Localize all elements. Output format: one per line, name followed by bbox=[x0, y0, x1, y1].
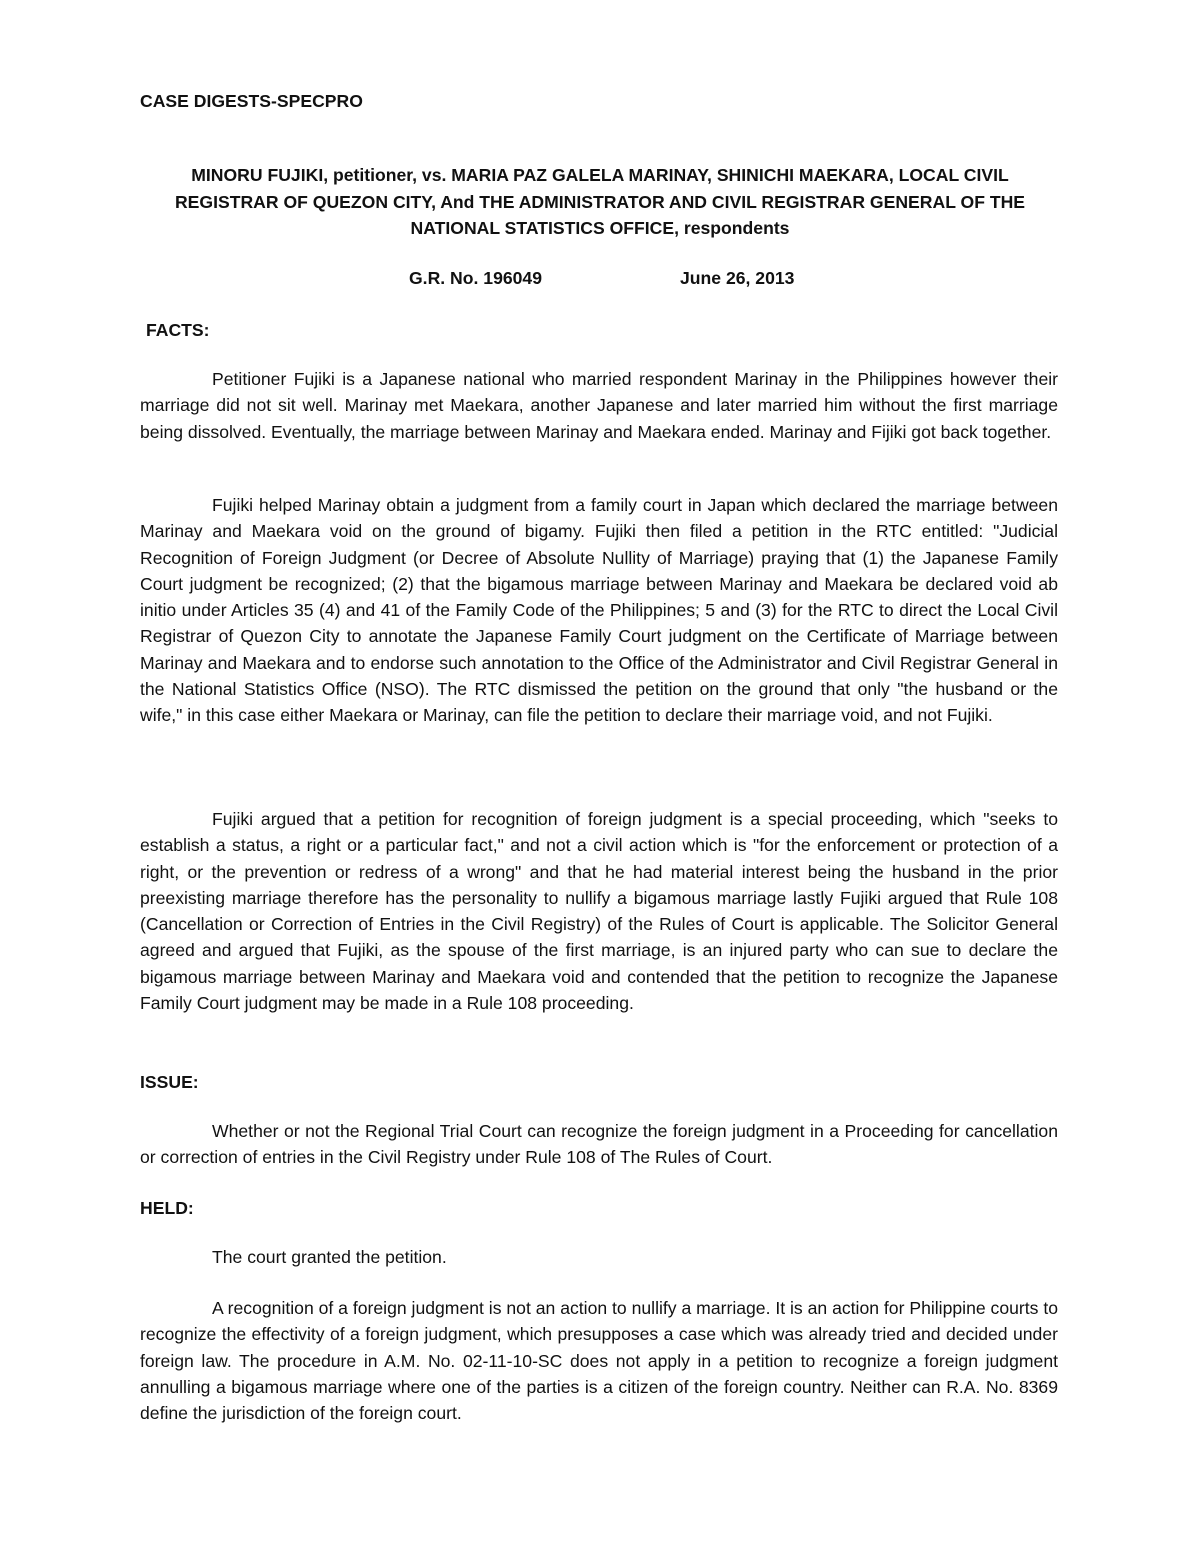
facts-paragraph-1: Petitioner Fujiki is a Japanese national who married respondent Marinay in the Philippines however their marriage did not sit well. Marinay met Maekara, another Japanese and later married him without the first marriage being dissolved. Eventually, the marriage between Marinay and Maekara ended. Marinay and Fijiki got back together. bbox=[140, 369, 1058, 442]
document-header: CASE DIGESTS-SPECPRO bbox=[140, 91, 363, 111]
held-heading: HELD: bbox=[140, 1198, 194, 1218]
held-paragraph-1: The court granted the petition. bbox=[212, 1247, 447, 1267]
issue-heading: ISSUE: bbox=[140, 1072, 199, 1092]
case-title: MINORU FUJIKI, petitioner, vs. MARIA PAZ GALELA MARINAY, SHINICHI MAEKARA, LOCAL CIVIL REGISTRAR OF QUEZON CITY, And THE ADMINISTRATOR AND CIVIL REGISTRAR GENERAL OF THE NATIONAL STATISTICS OFFICE, respondents bbox=[174, 165, 1026, 238]
decision-date: June 26, 2013 bbox=[680, 268, 795, 288]
facts-paragraph-3: Fujiki argued that a petition for recognition of foreign judgment is a special proceeding, which "seeks to establish a status, a right or a particular fact," and not a civil action which is "for the enforcement or protection of a right, or the prevention or redress of a wrong" and that he had material interest being the husband in the prior preexisting marriage therefore has the personality to nullify a bigamous marriage lastly Fujiki argued that Rule 108 (Cancellation or Correction of Entries in the Civil Registry) of the Rules of Court is applicable. The Solicitor General agreed and argued that Fujiki, as the spouse of the first marriage, is an injured party who can sue to declare the bigamous marriage between Marinay and Maekara void and contended that the petition to recognize the Japanese Family Court judgment may be made in a Rule 108 proceeding. bbox=[140, 809, 1058, 1014]
issue-paragraph: Whether or not the Regional Trial Court can recognize the foreign judgment in a Proceeding for cancellation or correction of entries in the Civil Registry under Rule 108 of The Rules of Court. bbox=[140, 1121, 1058, 1168]
gr-number: G.R. No. 196049 bbox=[409, 268, 542, 288]
facts-paragraph-2: Fujiki helped Marinay obtain a judgment from a family court in Japan which declared the marriage between Marinay and Maekara void on the ground of bigamy. Fujiki then filed a petition in the RTC entitled: "Judicial Recognition of Foreign Judgment (or Decree of Absolute Nullity of Marriage) praying that (1) the Japanese Family Court judgment be recognized; (2) that the bigamous marriage between Marinay and Maekara be declared void ab initio under Articles 35 (4) and 41 of the Family Code of the Philippines; 5 and (3) for the RTC to direct the Local Civil Registrar of Quezon City to annotate the Japanese Family Court judgment on the Certificate of Marriage between Marinay and Maekara and to endorse such annotation to the Office of the Administrator and Civil Registrar General in the National Statistics Office (NSO). The RTC dismissed the petition on the ground that only "the husband or the wife," in this case either Maekara or Marinay, can file the petition to declare their marriage void, and not Fujiki. bbox=[140, 495, 1058, 726]
held-paragraph-2: A recognition of a foreign judgment is not an action to nullify a marriage. It is an action for Philippine courts to recognize the effectivity of a foreign judgment, which presupposes a case which was already tried and decided under foreign law. The procedure in A.M. No. 02-11-10-SC does not apply in a petition to recognize a foreign judgment annulling a bigamous marriage where one of the parties is a citizen of the foreign country. Neither can R.A. No. 8369 define the jurisdiction of the foreign court. bbox=[140, 1298, 1058, 1424]
facts-heading: FACTS: bbox=[146, 320, 210, 340]
